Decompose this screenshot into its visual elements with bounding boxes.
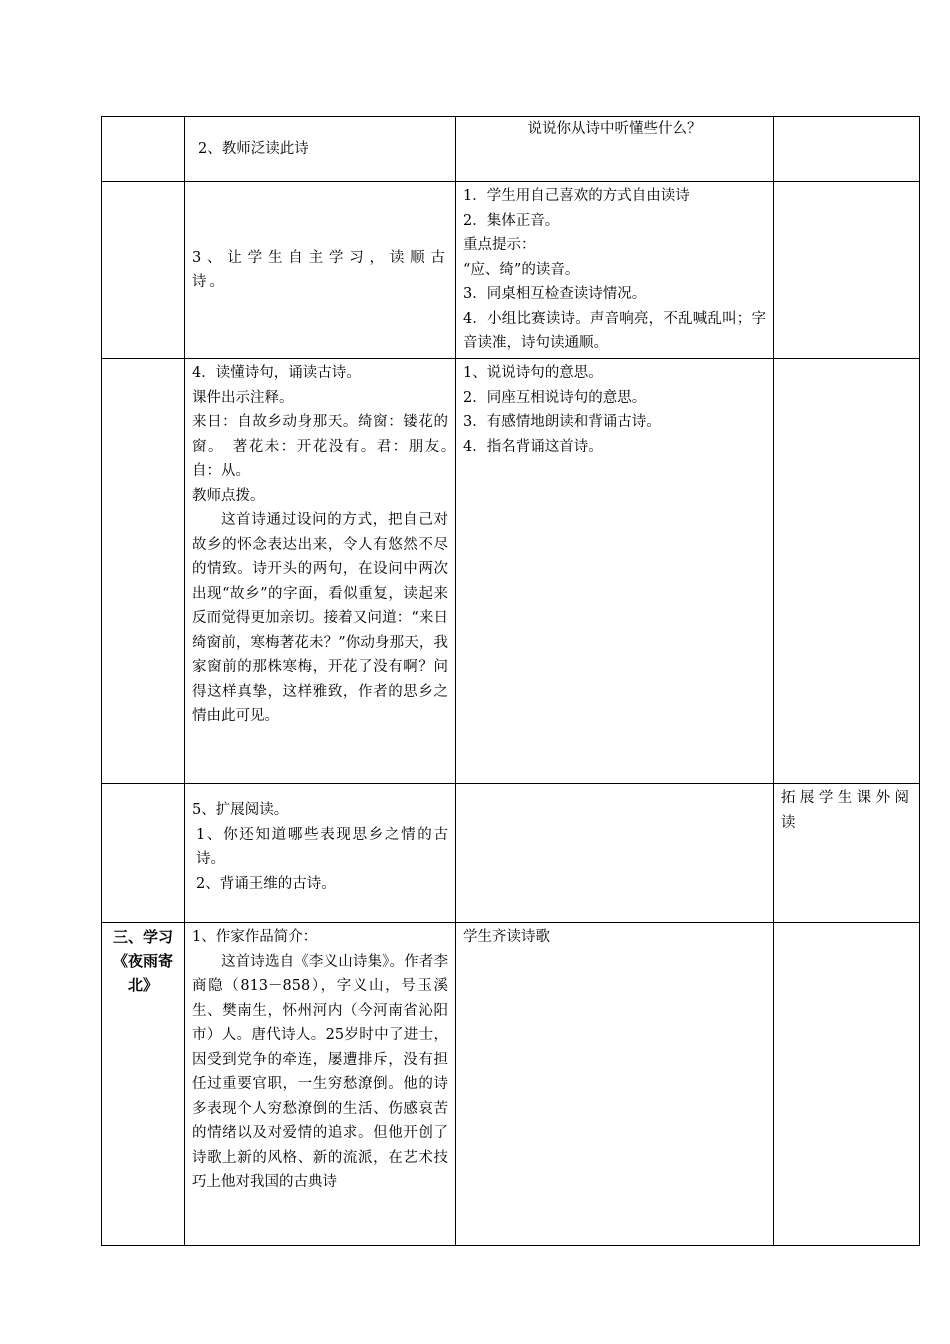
student-text: 2．同座互相说诗句的意思。 (463, 389, 647, 406)
teacher-text: 1、作家作品简介： (192, 929, 318, 945)
note-cell (774, 784, 920, 923)
note-cell (774, 117, 920, 182)
student-text: 3．同桌相互检查读诗情况。 (463, 286, 647, 302)
table-row (102, 117, 920, 182)
note-cell (774, 182, 920, 359)
teacher-text: 这首诗通过设问的方式，把自己对故乡的怀念表达出来，令人有悠然不尽的情致。诗开头的两句，在设问中两次出现“故乡”的字面，看似重复，读起来反而觉得更加亲切。接着又问道：“来日绮窗前，寒梅著花未？”你动身那天，我家窗前的那株寒梅，开花了没有啊？问得这样真挚，这样雅致，作者的思乡之情由此可见。 (192, 512, 448, 724)
teacher-text: 2、背诵王维的古诗。 (196, 875, 336, 892)
student-activity-cell (456, 359, 774, 784)
section-cell (102, 117, 185, 182)
table-row (102, 923, 920, 1246)
student-text: 3．有感情地朗读和背诵古诗。 (463, 414, 661, 430)
section-cell (102, 784, 185, 923)
note-cell (774, 359, 920, 784)
note-text: 拓展学生课外阅读 (781, 790, 912, 831)
student-activity-cell (456, 117, 774, 182)
student-text: 1、说说诗句的意思。 (463, 365, 603, 381)
teacher-activity-cell (185, 182, 456, 359)
teacher-text: 教师点拨。 (192, 487, 265, 504)
teacher-text: 3、让学生自主学习，读顺古诗。 (192, 249, 448, 290)
teacher-activity-cell (185, 359, 463, 784)
student-text: 重点提示： (463, 237, 536, 253)
note-cell (774, 923, 920, 1246)
student-text: 1．学生用自己喜欢的方式自由读诗 (463, 188, 690, 204)
lesson-plan-table (101, 116, 920, 1246)
teacher-text: 5、扩展阅读。 (192, 802, 289, 818)
section-cell (102, 182, 185, 359)
teacher-text: 2、教师泛读此诗 (198, 140, 309, 157)
table-row (102, 182, 920, 359)
teacher-activity-cell (185, 117, 456, 182)
student-activity-cell (456, 923, 774, 1246)
student-text: 学生齐读诗歌 (463, 929, 550, 945)
teacher-text: 这首诗选自《李义山诗集》。作者李商隐（813－858），字义山，号玉溪生、樊南生，怀州河内（今河南省沁阳市）人。唐代诗人。25岁时中了进士，因受到党争的牵连，屡遭排斥，没有担任过重要官职，一生穷愁潦倒。他的诗多表现个人穷愁潦倒的生活、伤感哀苦的情绪以及对爱情的追求。但他开创了诗歌上新的风格、新的流派，在艺术技巧上他对我国的古典诗 (192, 953, 448, 1190)
student-text: 说说你从诗中听懂些什么？ (527, 121, 702, 137)
student-text: 4．指名背诵这首诗。 (463, 438, 603, 455)
teacher-text: 1、你还知道哪些表现思乡之情的古诗。 (196, 826, 448, 867)
student-activity-cell (456, 784, 774, 923)
table-row (102, 359, 920, 784)
section-cell (102, 359, 185, 784)
student-text: 4．小组比赛读诗。声音响亮，不乱喊乱叫；字音读准，诗句读通顺。 (463, 310, 766, 351)
teacher-text: 来日：自故乡动身那天。绮窗：镂花的窗。 著花未：开花没有。君：朋友。 自：从。 (192, 414, 463, 479)
teacher-text: 4．读懂诗句，诵读古诗。 (192, 365, 361, 381)
teacher-activity-cell (185, 784, 456, 923)
teacher-activity-cell (185, 923, 456, 1246)
section-cell (102, 923, 185, 1246)
student-text: “应、绮”的读音。 (463, 261, 580, 278)
student-activity-cell (456, 182, 774, 359)
teacher-text: 课件出示注释。 (192, 389, 294, 406)
section-title: 三、学习《夜雨寄北》 (112, 928, 173, 994)
table-row (102, 784, 920, 923)
student-text: 2．集体正音。 (463, 212, 560, 229)
